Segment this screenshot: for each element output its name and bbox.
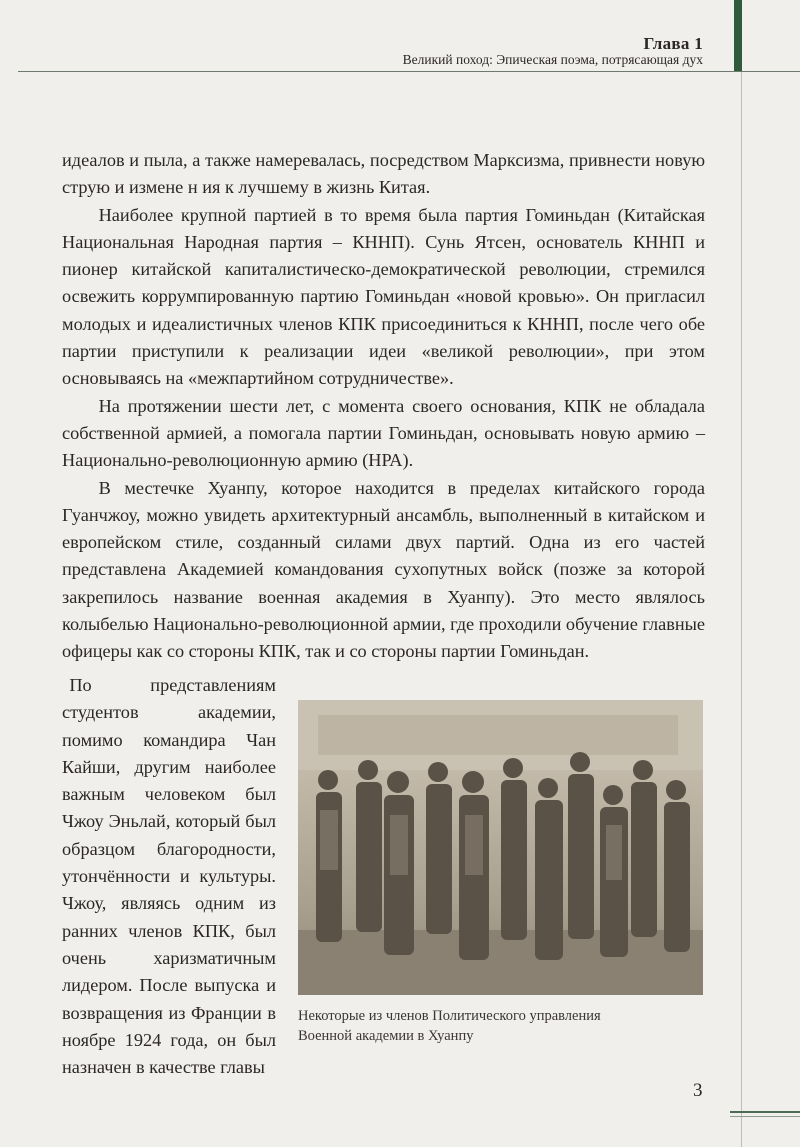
page-edge-line bbox=[741, 72, 742, 1147]
caption-line-2: Военной академии в Хуанпу bbox=[298, 1028, 474, 1044]
paragraph-4: В местечке Хуанпу, которое находится в пределах китайского города Гуанчжоу, можно увидеть архитектурный ансамбль, выполненный в китайском и европейском стиле, созданный силами двух партий. Одна из его частей представлена Академией командования сухопутных войск (позже за которой закрепилось название военная академия в Хуанпу). Это место являлось колыбелью Национально-революционной армии, где проходили обучение главные офицеры как со стороны КПК, так и со стороны партии Гоминьдан. bbox=[62, 477, 706, 662]
paragraph-1: идеалов и пыла, а также намеревалась, посредством Марксизма, привнести новую струю и измене н ия к лучшему в жизнь Китая. bbox=[62, 150, 705, 198]
side-text bbox=[62, 672, 276, 1081]
photo-caption bbox=[298, 1006, 708, 1046]
photo bbox=[298, 700, 703, 995]
paragraph-3: На протяжении шести лет, с момента своего основания, КПК не обладала собственной армией, а помогала партии Гоминьдан, основывать новую армию – Национально-революционную армию (НРА). bbox=[62, 395, 705, 471]
side-paragraph: По представлениям студентов академии, помимо командира Чан Кайши, другим наиболее важным человеком был Чжоу Эньлай, который был образцом благородности, утончённости и культуры. Чжоу, являясь одним из ранних членов КПК, был очень харизматичным лидером. После выпуска и возвращения из Франции в ноябре 1924 года, он был назначен в качестве главы bbox=[62, 675, 276, 1078]
group-photo-illustration bbox=[298, 700, 703, 995]
header-rule bbox=[18, 71, 800, 72]
body-text bbox=[62, 147, 705, 666]
page-edge-bar bbox=[734, 0, 742, 72]
footer-rule-bottom bbox=[730, 1116, 800, 1117]
page-number: 3 bbox=[693, 1080, 703, 1101]
paragraph-2: Наиболее крупной партией в то время была партия Гоминьдан (Китайская Национальная Народная партия – КННП). Сунь Ятсен, основатель КННП и пионер китайской капиталистическо-демократической революции, стремился освежить коррумпированную партию Гоминьдан «новой кровью». Он пригласил молодых и идеалистичных членов КПК присоединиться к КННП, после чего обе партии приступили к реализации идеи «великой революции», при этом основываясь на «межпартийном сотрудничестве». bbox=[62, 204, 705, 389]
footer-rule-top bbox=[730, 1111, 800, 1113]
caption-line-1: Некоторые из членов Политического управления bbox=[298, 1008, 601, 1024]
chapter-label: Глава 1 bbox=[643, 34, 703, 53]
chapter-subtitle: Великий поход: Эпическая поэма, потрясающая дух bbox=[402, 52, 703, 67]
